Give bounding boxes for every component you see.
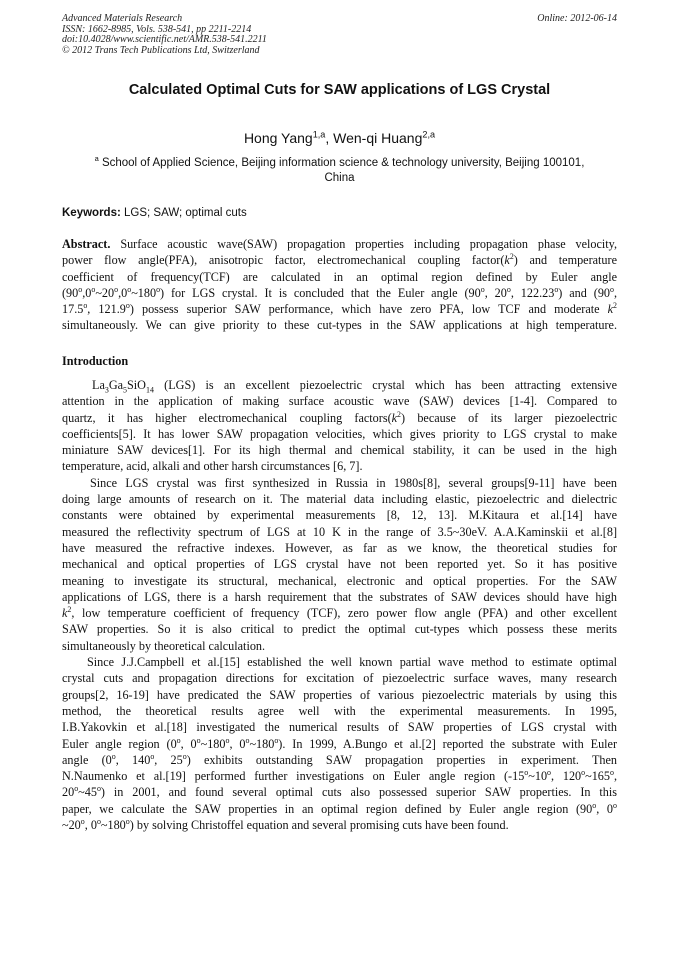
text: 17.5 bbox=[62, 302, 84, 317]
degree: o bbox=[96, 784, 101, 794]
journal-header bbox=[62, 14, 617, 56]
degree: o bbox=[127, 284, 132, 294]
text: , 121.9 bbox=[87, 302, 126, 317]
text: ,0 bbox=[82, 285, 92, 300]
author-separator: , bbox=[325, 130, 334, 146]
abstract-line: power flow angle(PFA), anisotropic factor, electromechanical coupling factor( bbox=[62, 253, 505, 268]
subscript: 14 bbox=[145, 385, 154, 394]
keywords bbox=[62, 207, 617, 219]
paragraph-line: constants were obtained by experimental measurements [8, 12, 13]. M.Kitaura et al.[14] have bbox=[62, 508, 617, 523]
degree: o bbox=[554, 284, 559, 294]
degree: o bbox=[592, 800, 597, 810]
paragraph-line: measured the reflectivity spectrum of LGS at 10 K in the range of 3.5~30eV. A.A.Kaminskii et al.[8] bbox=[62, 524, 617, 539]
squared: 2 bbox=[613, 301, 617, 311]
degree: o bbox=[506, 284, 511, 294]
text: paper, we calculate the SAW properties in an optimal region defined by Euler angle region (90 bbox=[62, 801, 593, 816]
degree: o bbox=[125, 301, 130, 311]
degree: o bbox=[610, 284, 614, 294]
text: ~20 bbox=[95, 285, 115, 300]
author-2: Wen-qi Huang bbox=[333, 130, 423, 146]
paragraph-line: groups[2, 16-19] have predicated the SAW properties of various piezoelectric materials by using this bbox=[62, 687, 617, 702]
text: quartz, it has higher electromechanical coupling factors( bbox=[62, 410, 392, 425]
text: ~180 bbox=[131, 285, 157, 300]
paragraph-line: miniature SAW devices[1]. For its high thermal and chemical stability, it can be used in the high bbox=[62, 443, 617, 458]
text: SiO bbox=[127, 378, 146, 392]
squared: 2 bbox=[397, 409, 402, 419]
squared: 2 bbox=[509, 252, 514, 262]
abstract-line: Surface acoustic wave(SAW) propagation properties including propagation phase velocity, bbox=[120, 237, 617, 251]
text: , 120 bbox=[551, 769, 582, 784]
journal-name: Advanced Materials Research bbox=[62, 13, 183, 24]
degree: o bbox=[125, 817, 130, 826]
text: , 0 bbox=[84, 818, 97, 833]
text: ) and (90 bbox=[558, 285, 611, 300]
text: Euler angle region (0 bbox=[62, 736, 177, 751]
section-heading-introduction: Introduction bbox=[62, 354, 129, 368]
paper-title: Calculated Optimal Cuts for SAW applications of LGS Crystal bbox=[128, 82, 551, 98]
paragraph-line: method, the theoretical results agree well with the experimental measurements. In 1995, bbox=[62, 703, 617, 718]
online-date: Online: 2012-06-14 bbox=[537, 13, 617, 24]
affiliation-line-2: China bbox=[324, 172, 355, 184]
introduction-body bbox=[62, 377, 617, 833]
text: , 20 bbox=[484, 285, 507, 300]
degree: o bbox=[524, 768, 529, 778]
paragraph-line: have measured the refractive indexes. However, as far as we know, the theoretical studies for bbox=[62, 540, 617, 555]
degree: o bbox=[91, 284, 96, 294]
text: ~180 bbox=[100, 818, 126, 833]
squared: 2 bbox=[67, 605, 72, 615]
degree: o bbox=[74, 784, 79, 794]
text: 20 bbox=[62, 785, 75, 800]
k-symbol: k bbox=[504, 253, 510, 268]
text: ) in 2001, and found several optimal cuts also possessed superior SAW properties. In this bbox=[100, 785, 617, 800]
text: ~45 bbox=[78, 785, 97, 800]
author-1-affil: 1,a bbox=[312, 129, 326, 140]
text: , bbox=[613, 285, 617, 300]
paragraph-line: Since J.J.Campbell et al.[15] established the well known partial wave method to estimate optimal bbox=[87, 655, 617, 670]
degree: o bbox=[80, 817, 85, 826]
subscript: 3 bbox=[104, 385, 109, 394]
text: (90 bbox=[62, 285, 79, 300]
author-list bbox=[62, 130, 617, 146]
abstract-line: coefficient of frequency(TCF) are calculated in an optimal region defined by Euler angle bbox=[62, 269, 617, 284]
author-2-affil: 2,a bbox=[422, 129, 436, 140]
text: , 0 bbox=[180, 736, 197, 751]
degree: o bbox=[156, 284, 161, 294]
text: ) exhibits outstanding SAW propagation properties in experiment. Then bbox=[186, 752, 617, 767]
paragraph-line: SAW properties. So it is also critical to predict the optimal cut-types which possess these merits bbox=[62, 622, 617, 637]
abstract bbox=[62, 236, 617, 334]
degree: o bbox=[150, 751, 155, 761]
text: ) because of its larger piezoelectric bbox=[401, 410, 617, 425]
keywords-text: LGS; SAW; optimal cuts bbox=[124, 207, 247, 219]
degree: o bbox=[96, 817, 101, 826]
text: angle (0 bbox=[62, 752, 112, 767]
k-symbol: k bbox=[391, 410, 398, 425]
issn-line: ISSN: 1662-8985, Vols. 538-541, pp 2211-2214 bbox=[62, 23, 252, 35]
abstract-line: ) and temperature bbox=[513, 253, 617, 268]
keywords-label: Keywords: bbox=[62, 207, 121, 219]
text: La bbox=[92, 378, 105, 392]
paragraph-line: crystal cuts and propagation directions for excitation of piezoelectric surface waves, many research bbox=[62, 671, 617, 686]
text: (LGS) is an excellent piezoelectric crystal which has been attracting extensive bbox=[153, 378, 617, 392]
degree: o bbox=[245, 735, 250, 745]
paragraph-line: temperature, acid, alkali and other harsh circumstances [6, 7]. bbox=[62, 459, 363, 474]
degree: o bbox=[78, 284, 83, 294]
degree: o bbox=[274, 735, 279, 745]
text: ) by solving Christoffel equation and several promising cuts have been found. bbox=[129, 818, 509, 833]
degree: o bbox=[83, 301, 88, 311]
k-symbol: k bbox=[62, 606, 68, 621]
text: ,0 bbox=[118, 285, 128, 300]
text: , 0 bbox=[596, 801, 614, 816]
affiliation-line-1: School of Applied Science, Beijing information science & technology university, Beijing 100101, bbox=[101, 157, 585, 169]
text: ). In 1999, A.Bungo et al.[2] reported the substrate with Euler bbox=[278, 736, 617, 751]
degree: o bbox=[111, 751, 116, 761]
text: , low temperature coefficient of frequency (TCF), zero power flow angle (PFA) and other excellent bbox=[71, 606, 617, 621]
degree: o bbox=[581, 768, 586, 778]
degree: o bbox=[196, 735, 201, 745]
text: ) possess superior SAW performance, which have zero PFA, low TCF and moderate bbox=[129, 302, 608, 317]
degree: o bbox=[182, 751, 187, 761]
text: Ga bbox=[108, 378, 124, 392]
paragraph-line: I.B.Yakovkin et al.[18] investigated the numerical results of SAW properties of LGS crystal with bbox=[62, 720, 617, 735]
degree: o bbox=[613, 800, 617, 810]
text: ~10 bbox=[528, 769, 548, 784]
text: ~180 bbox=[200, 736, 226, 751]
copyright-line: © 2012 Trans Tech Publications Ltd, Switzerland bbox=[62, 44, 260, 56]
degree: o bbox=[176, 735, 181, 745]
paragraph-line: meaning to investigate its structural, mechanical, electronic and optical properties. For the SAW bbox=[62, 573, 617, 588]
affiliation bbox=[66, 156, 613, 186]
paragraph-line: doing large amounts of research on it. The material data including elastic, piezoelectric and dielectric bbox=[62, 492, 617, 507]
text: ) for LGS crystal. It is concluded that the Euler angle (90 bbox=[160, 285, 481, 300]
text: ~180 bbox=[249, 736, 275, 751]
subscript: 5 bbox=[123, 385, 128, 394]
text: N.Naumenko et al.[19] performed further investigations on Euler angle region (-15 bbox=[62, 769, 525, 784]
degree: o bbox=[114, 284, 119, 294]
affiliation-marker: a bbox=[94, 154, 99, 164]
degree: o bbox=[225, 735, 230, 745]
paragraph-line: applications of LGS, there is a harsh requirement that the substrates of SAW devices should have high bbox=[62, 589, 617, 604]
abstract-label: Abstract. bbox=[62, 237, 111, 251]
author-1: Hong Yang bbox=[243, 130, 313, 146]
degree: o bbox=[610, 768, 614, 778]
paragraph-line: mechanical and optical properties of LGS crystal have not been reported yet. So it has positive bbox=[62, 557, 617, 572]
degree: o bbox=[480, 284, 485, 294]
paragraph-line: simultaneously by theoretical calculation. bbox=[62, 638, 266, 653]
text: ~165 bbox=[585, 769, 610, 784]
text: , 25 bbox=[154, 752, 183, 767]
text: , 0 bbox=[229, 736, 246, 751]
text: ~20 bbox=[62, 818, 81, 833]
paragraph-line: attention in the application of making surface acoustic wave (SAW) devices [1-4]. Compared to bbox=[62, 394, 617, 409]
paragraph-line: Since LGS crystal was first synthesized in Russia in 1980s[8], several groups[9-11] have been bbox=[90, 475, 617, 490]
degree: o bbox=[547, 768, 552, 778]
text: , 140 bbox=[115, 752, 151, 767]
text: , 122.23 bbox=[510, 285, 555, 300]
doi-line: doi:10.4028/www.scientific.net/AMR.538-541.2211 bbox=[62, 34, 267, 46]
text: , bbox=[613, 769, 617, 784]
paragraph-line: coefficients[5]. It has lower SAW propagation velocities, which gives priority to LGS crystal to make bbox=[62, 426, 617, 441]
abstract-line: simultaneously. We can give priority to these cut-types in the SAW applications at high temperature. bbox=[62, 318, 617, 333]
k-symbol: k bbox=[607, 302, 614, 317]
